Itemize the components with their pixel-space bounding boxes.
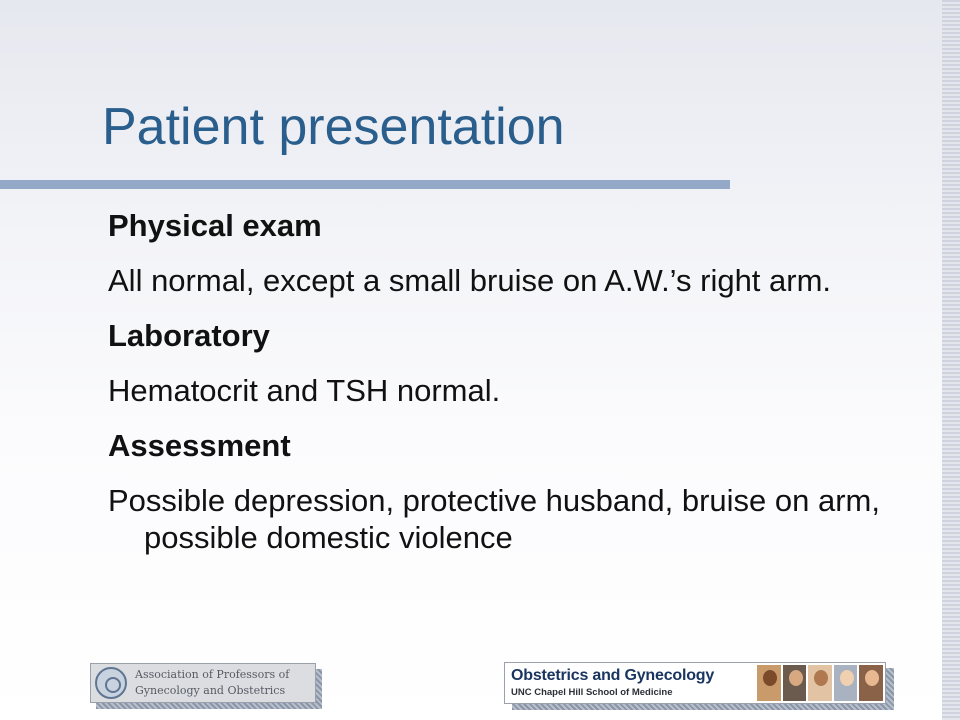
slide-body [108,207,938,574]
text-laboratory: Hematocrit and TSH normal. [108,373,501,408]
heading-assessment: Assessment [108,428,291,463]
photo-thumbnail [808,665,832,701]
apgo-line-1: Association of Professors of [135,668,290,681]
photo-thumbnail [859,665,883,701]
photo-thumbnail [757,665,781,701]
seal-icon [95,667,127,699]
obgyn-title: Obstetrics and Gynecology [511,667,715,684]
heading-laboratory: Laboratory [108,318,270,353]
text-assessment: Possible depression, protective husband, bruise on arm, possible domestic violence [108,483,880,555]
text-physical-exam: All normal, except a small bruise on A.W.’s right arm. [108,263,832,298]
heading-physical-exam: Physical exam [108,208,322,243]
photo-strip [757,665,883,701]
apgo-logo-text [135,667,289,699]
obgyn-subtitle: UNC Chapel Hill School of Medicine [511,687,673,698]
unc-obgyn-logo-panel [504,662,886,704]
slide-title: Patient presentation [102,98,565,156]
photo-thumbnail [783,665,807,701]
unc-obgyn-logo [504,662,896,710]
apgo-line-2: Gynecology and Obstetrics [135,684,286,697]
decorative-stripes [942,0,960,720]
title-underline-rule [0,180,730,189]
apgo-logo [90,663,322,708]
apgo-logo-panel [90,663,316,703]
photo-thumbnail [834,665,858,701]
